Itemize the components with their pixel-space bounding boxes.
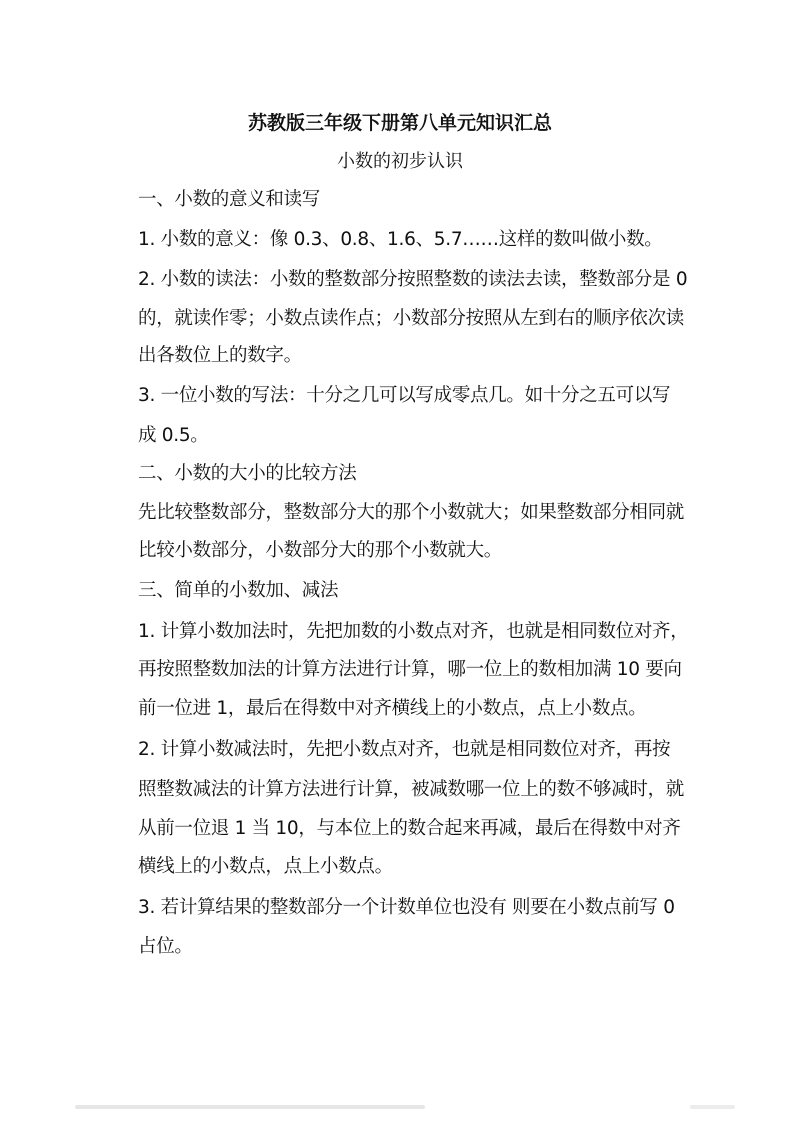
text-line: 再按照整数加法的计算方法进行计算，哪一位上的数相加满 10 要向: [138, 659, 682, 680]
text-line: 出各数位上的数字。: [138, 345, 302, 366]
text-line: 3. 若计算结果的整数部分一个计数单位也没有 则要在小数点前写 0: [138, 897, 675, 918]
text-line: 从前一位退 1 当 10，与本位上的数合起来再减，最后在得数中对齐: [138, 818, 681, 839]
section-heading-1: 一、小数的意义和读写: [138, 189, 321, 210]
text-line: 成 0.5。: [138, 425, 209, 446]
section-heading-2: 二、小数的大小的比较方法: [138, 463, 357, 484]
text-line: 占位。: [138, 936, 193, 957]
text-line: 比较小数部分，小数部分大的那个小数就大。: [138, 540, 503, 561]
text-line: 1. 计算小数加法时，先把加数的小数点对齐，也就是相同数位对齐，: [138, 621, 689, 642]
section-heading-3: 三、简单的小数加、减法: [138, 580, 339, 601]
document-subtitle: 小数的初步认识: [337, 151, 463, 172]
text-line: 2. 计算小数减法时，先把小数点对齐，也就是相同数位对齐，再按: [138, 739, 671, 760]
text-line: 照整数减法的计算方法进行计算，被减数哪一位上的数不够减时，就: [138, 779, 685, 800]
text-line: 前一位进 1，最后在得数中对齐横线上的小数点，点上小数点。: [138, 698, 647, 719]
page-footer: [75, 1100, 735, 1114]
text-line: 的，就读作零；小数点读作点；小数部分按照从左到右的顺序依次读: [138, 308, 685, 329]
text-line: 2. 小数的读法：小数的整数部分按照整数的读法去读，整数部分是 0: [138, 269, 688, 290]
footer-faded-text: [75, 1105, 425, 1109]
text-line: 3. 一位小数的写法：十分之几可以写成零点几。如十分之五可以写: [138, 385, 671, 406]
text-line: 1. 小数的意义：像 0.3、0.8、1.6、5.7……这样的数叫做小数。: [138, 229, 663, 250]
text-line: 先比较整数部分，整数部分大的那个小数就大；如果整数部分相同就: [138, 502, 685, 523]
document-title: 苏教版三年级下册第八单元知识汇总: [247, 112, 552, 134]
footer-page-number: [690, 1105, 735, 1109]
text-line: 横线上的小数点，点上小数点。: [138, 856, 393, 877]
